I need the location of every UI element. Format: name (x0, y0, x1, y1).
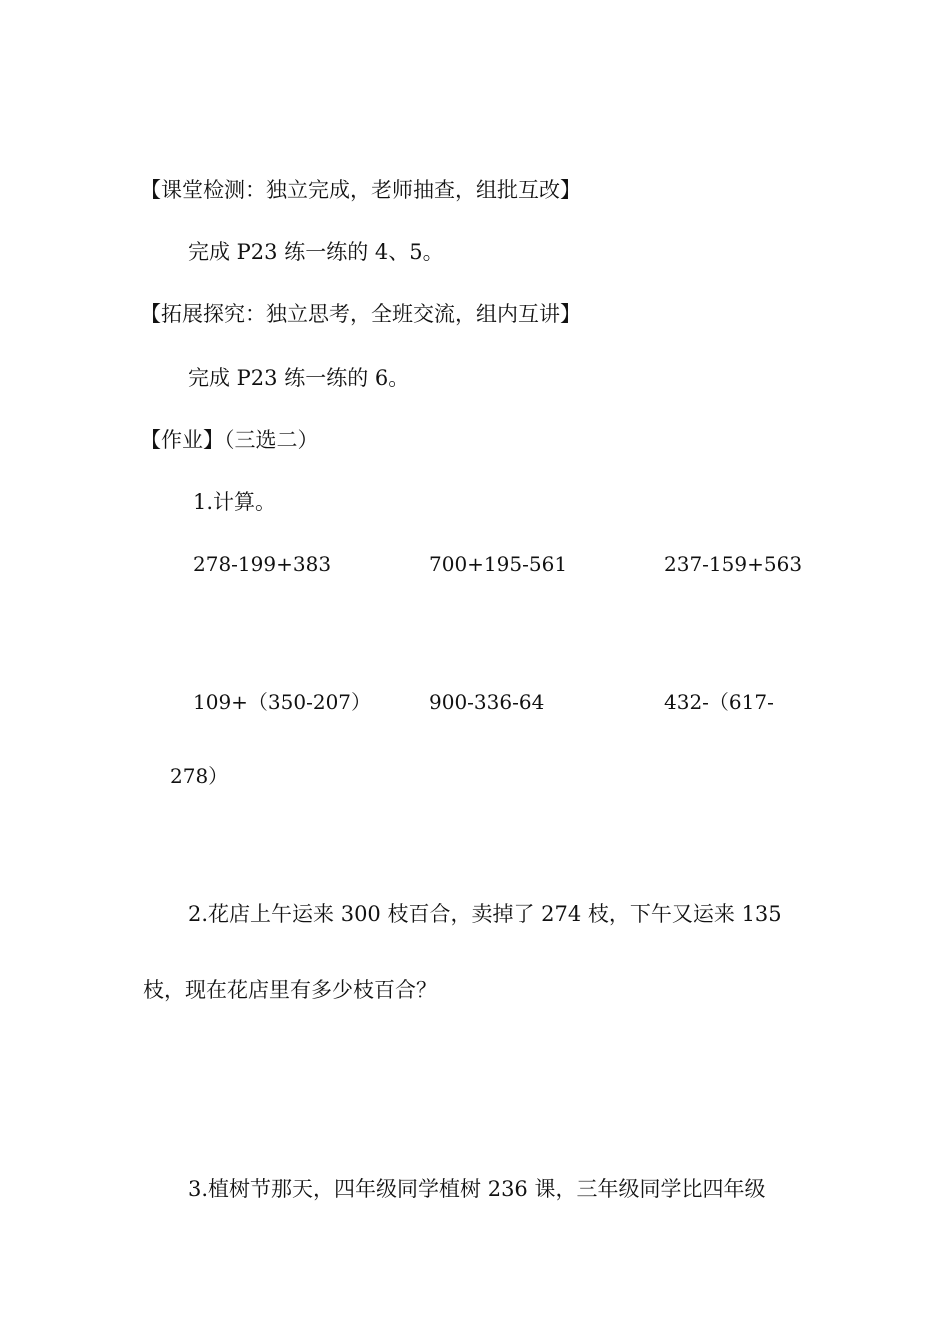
classroom-check-heading: 【课堂检测：独立完成，老师抽查，组批互改】 (140, 178, 581, 202)
q2-line-2: 枝，现在花店里有多少枝百合？ (143, 978, 437, 1002)
q1-expression-5: 900-336-64 (429, 690, 545, 714)
q2-line-1: 2.花店上午运来 300 枝百合，卖掉了 274 枝，下午又运来 135 (188, 902, 782, 926)
q1-title: 1.计算。 (193, 490, 277, 514)
q1-expression-3: 237-159+563 (664, 552, 803, 576)
classroom-check-task: 完成 P23 练一练的 4、5。 (188, 240, 444, 264)
extension-heading: 【拓展探究：独立思考，全班交流，组内互讲】 (140, 302, 581, 326)
homework-heading: 【作业】（三选二） (140, 428, 319, 452)
extension-task: 完成 P23 练一练的 6。 (188, 366, 410, 390)
q1-expression-6: 432-（617- (664, 690, 774, 714)
q1-expression-1: 278-199+383 (193, 552, 332, 576)
q1-expression-2: 700+195-561 (429, 552, 568, 576)
q3-line-1: 3.植树节那天，四年级同学植树 236 课，三年级同学比四年级 (188, 1177, 766, 1201)
q1-expression-6-wrap: 278） (170, 764, 229, 788)
q1-expression-4: 109+（350-207） (193, 690, 372, 714)
